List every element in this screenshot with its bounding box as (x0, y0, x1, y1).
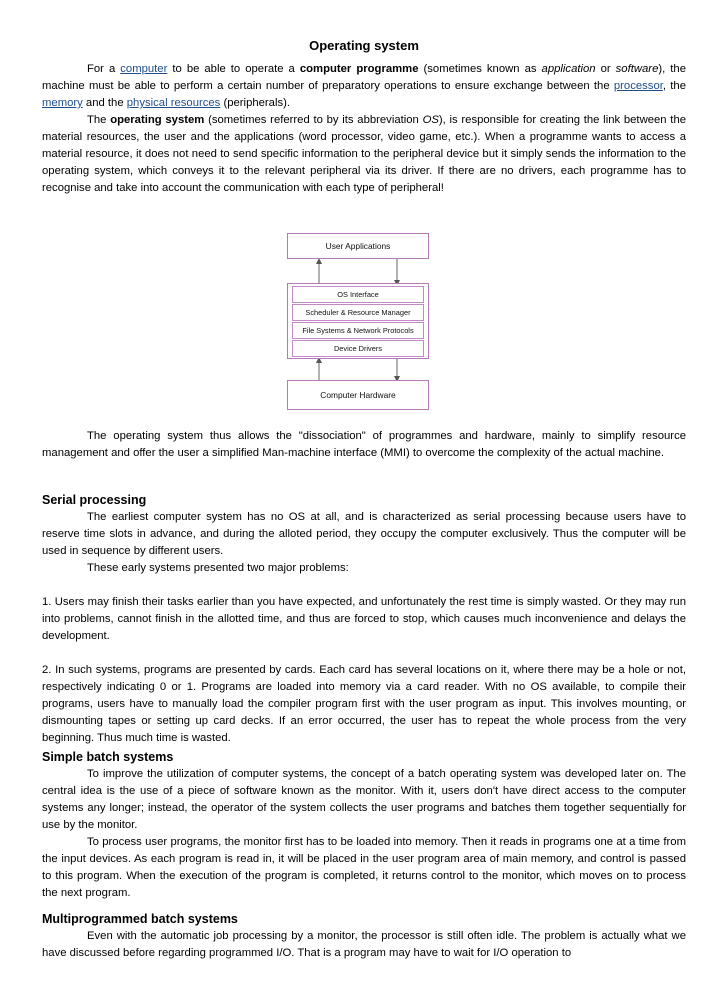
intro-paragraph-1: For a computer to be able to operate a computer programme (sometimes known as application or software), the machine must be able to perform a certain number of preparatory operations to ensure exchange between the processor, the memory and the physical resources (peripherals). (42, 63, 686, 109)
processor-link[interactable]: processor (613, 80, 663, 92)
computer-hardware-box: Computer Hardware (287, 380, 429, 410)
simple-batch-heading: Simple batch systems (42, 750, 174, 764)
serial-processing-heading: Serial processing (42, 493, 147, 507)
file-systems-layer: File Systems & Network Protocols (292, 322, 424, 339)
multi-paragraph-1: Even with the automatic job processing by a monitor, the processor is still often idle. The problem is actually what we have discussed before regarding programmed I/O. That is a program may have to wait for I/O operation to (42, 930, 686, 959)
physical-resources-link[interactable]: physical resources (126, 97, 221, 109)
user-applications-box: User Applications (287, 233, 429, 259)
problem-item-1: 1. Users may finish their tasks earlier than you have expected, and unfortunately the rest time is simply wasted. Or they may run into problems, cannot finish in the allotted time, and thus are forced to stop, which causes much inconvenience and delays the development. (42, 596, 686, 642)
serial-paragraph-1: The earliest computer system has no OS at all, and is characterized as serial processing because users have to reserve time slots in advance, and during the alloted period, they occupy the computer exclusively. Thus the computer will be used in sequence by different users. (42, 511, 686, 557)
os-interface-layer: OS Interface (292, 286, 424, 303)
memory-link[interactable]: memory (42, 97, 83, 109)
computer-link[interactable]: computer (120, 63, 168, 75)
intro-paragraph-2: The operating system (sometimes referred to by its abbreviation OS), is responsible for creating the link between the material resources, the user and the applications (word processor, video game, etc.). When a programme wants to access a material resource, it does not need to send specific information to the peripheral device but it simply sends the information to the operating system, which conveys it to the relevant peripheral via its driver. If there are no drivers, each programme has to recognise and take into account the communication with each type of peripheral! (42, 114, 687, 194)
device-drivers-layer: Device Drivers (292, 340, 424, 357)
batch-paragraph-2: To process user programs, the monitor first has to be loaded into memory. Then it reads in programs one at a time from the input devices. As each program is read in, it will be placed in the user program area of main memory, and control is passed to this program. When the execution of the program is completed, it returns control to the monitor, which moves on to process the next program. (42, 836, 686, 899)
simple-batch-section (42, 748, 686, 902)
batch-paragraph-1: To improve the utilization of computer systems, the concept of a batch operating system was developed later on. The central idea is the use of a piece of software known as the monitor. With it, users don't have direct access to the computer systems any longer; instead, the operator of the system collects the user programs and batches them together sequentially for use by the monitor. (42, 768, 686, 831)
os-layer-diagram (287, 233, 429, 411)
serial-processing-section (42, 491, 686, 747)
os-layers-box (287, 283, 429, 359)
document-title: Operating system (309, 38, 419, 53)
after-diagram-section (42, 428, 686, 462)
multiprogrammed-heading: Multiprogrammed batch systems (42, 912, 238, 926)
dissociation-paragraph: The operating system thus allows the "dissociation" of programmes and hardware, mainly to simplify resource management and offer the user a simplified Man-machine interface (MMI) to overcome the complexity of the actual machine. (42, 430, 686, 459)
problem-item-2: 2. In such systems, programs are presented by cards. Each card has several locations on it, where there may be a hole or not, respectively indicating 0 or 1. Programs are loaded into memory via a card reader. With no OS available, to compile their programs, users have to manually load the compiler program first with the user program as input. This involves mounting, or dismounting tapes or setting up card decks. If an error occurred, the user has to repeat the whole process from the very beginning. Thus much time is wasted. (42, 664, 686, 744)
serial-paragraph-2: These early systems presented two major problems: (87, 562, 349, 574)
intro-section (42, 61, 686, 197)
scheduler-layer: Scheduler & Resource Manager (292, 304, 424, 321)
multiprogrammed-section (42, 910, 686, 962)
